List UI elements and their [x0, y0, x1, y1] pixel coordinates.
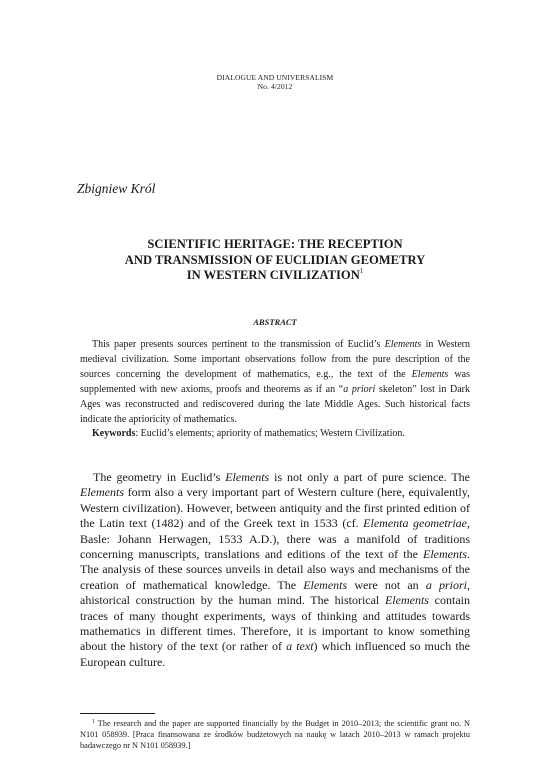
article-title: [0, 237, 550, 284]
body-text-run: were not an: [347, 577, 426, 592]
body-emphasis: Elements: [423, 547, 467, 562]
body-text-run: , ahistorical construction by the human mind. The historical: [80, 577, 470, 608]
title-line-3: IN WESTERN CIVILIZATION: [186, 268, 360, 282]
keywords-paragraph: [80, 427, 470, 442]
footnote-paragraph: [80, 718, 470, 752]
abstract: [80, 338, 470, 442]
body-emphasis: Elementa geometriae: [363, 516, 467, 531]
body-text-run: ) which influenced so much the European culture.: [80, 639, 470, 669]
abstract-emphasis: a priori: [343, 383, 376, 395]
body-emphasis: Elements: [225, 470, 270, 484]
body-text-run: form also a very important part of Western culture (here, equivalently, Western civilization). However, between antiquity and the first printed edition of the Latin text (1482) and of the Greek text in 1533 (cf.: [80, 485, 470, 531]
abstract-text: This paper presents sources pertinent to the transmission of Euclid’s: [92, 339, 385, 350]
journal-name: DIALOGUE AND UNIVERSALISM: [216, 73, 334, 82]
body-text-run: The geometry in Euclid’s: [93, 470, 226, 484]
body-emphasis: Elements: [303, 577, 348, 592]
footnote: [80, 718, 470, 752]
body-text: [80, 470, 470, 670]
body-text-run: is not only a part of pure science. The: [269, 470, 470, 484]
abstract-paragraph: [80, 338, 470, 427]
body-text-run: contain traces of many thought experiments, ways of thinking and attitudes towards mathematics in different times. Therefore, it is important to know something about the history of the text (or rather of: [80, 593, 470, 654]
title-footnote-marker[interactable]: 1: [359, 267, 364, 275]
body-text-run: . The analysis of these sources unveils in detail also ways and mechanisms of the creation of mathematical knowledge. The: [80, 547, 470, 592]
title-line-3-wrapper: [0, 268, 550, 284]
abstract-emphasis: Elements: [411, 368, 449, 380]
body-emphasis: Elements: [384, 593, 429, 608]
keywords-text: : Euclid’s elements; apriority of mathematics; Western Civilization.: [135, 428, 405, 440]
abstract-text: in Western medieval civilization. Some important observations follow from the pure description of the sources concerning the development of mathematics, e.g., the text of the: [80, 339, 470, 380]
footnote-text: The research and the paper are supported financially by the Budget in 2010–2013; the scientific grant no. N N101 058939. [Praca finansowana ze środków budżetowych na naukę w latach 2010–2013 w ramach projektu badawczego nr N N101 058939.]: [80, 719, 470, 751]
title-line-2: AND TRANSMISSION OF EUCLIDIAN GEOMETRY: [124, 252, 426, 267]
keywords-label: Keywords: [92, 428, 136, 440]
footnote-divider: [80, 713, 155, 714]
body-paragraph: [80, 470, 470, 670]
issue-number: No. 4/2012: [257, 82, 293, 91]
body-emphasis: a text: [286, 639, 314, 654]
abstract-heading: ABSTRACT: [253, 317, 297, 327]
abstract-text: was supplemented with new axioms, proofs and theorems as if an “: [80, 368, 470, 395]
body-emphasis: Elements: [80, 485, 124, 500]
body-emphasis: a priori: [425, 577, 467, 592]
title-line-1: SCIENTIFIC HERITAGE: THE RECEPTION: [147, 237, 403, 251]
author-name: Zbigniew Król: [77, 181, 156, 196]
footnote-marker: 1: [92, 719, 95, 725]
abstract-text: skeleton” lost in Dark Ages was reconstructed and rediscovered during the late Middle Ages. Such historical facts indicate the aprioricity of mathematics.: [80, 383, 471, 425]
abstract-emphasis: Elements: [384, 339, 422, 350]
body-text-run: , Basle: Johann Herwagen, 1533 A.D.), there was a manifold of traditions concerning manuscripts, translations and editions of the text of the: [80, 516, 470, 562]
running-header: [0, 73, 550, 91]
